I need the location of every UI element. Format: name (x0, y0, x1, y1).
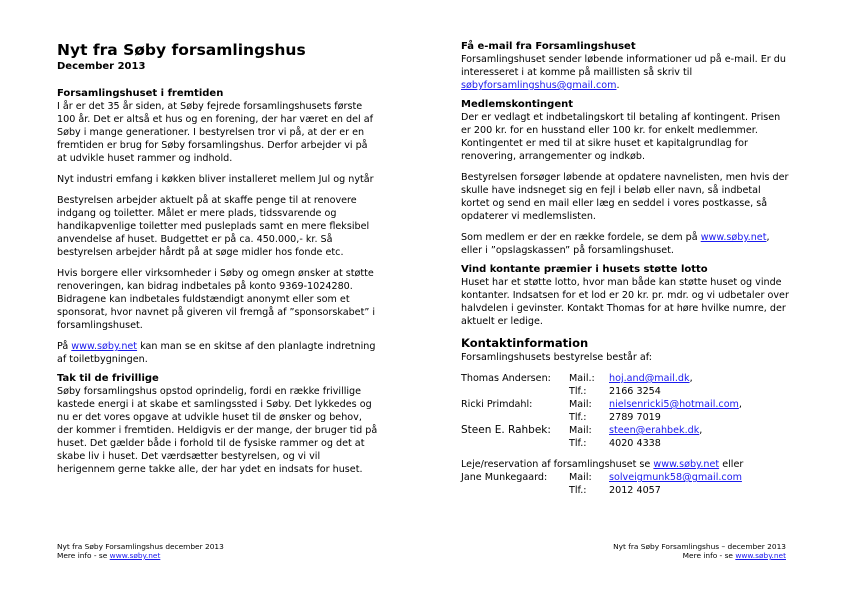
website-link[interactable]: www.søby.net (71, 341, 138, 352)
section-heading-membership: Medlemskontingent (461, 99, 574, 110)
contact-mail-label: Mail.: (569, 373, 595, 384)
sketch-text-post: kan man se en skitse af den planlagte indretning af toiletbygningen. (57, 341, 376, 365)
contact-tlf-label: Tlf.: (569, 485, 587, 496)
paragraph-volunteers: Søby forsamlingshus opstod oprindelig, fordi en række frivillige kastede energi i at skabe et samlingssted i Søby. Det lykkedes og nu er det vores opgave at udvikle huset til de ønsker og behov, der kommer i fremtiden. Heldigvis er der mange, der bruger tid på huset. Det gælder både i forhold til de fysiske rammer og det at skabe liv i huset. Det værdsætter bestyrelsen, og vi vil herigennem gerne takke alle, der har ydet en indsats for huset. (57, 386, 378, 475)
contact-row: Steen E. Rahbek: Mail: steen@erahbek.dk , (461, 424, 703, 436)
paragraph-history: I år er det 35 år siden, at Søby fejrede forsamlingshusets første 100 år. Det er altså et hus og en forening, der har været en del af Søby i mange generationer. I bestyrelsen tror vi på, at der er en fremtiden er brug for Søby forsamlingshus. Derfor arbejder vi på at udvikle huset rammer og indhold. (57, 101, 373, 164)
paragraph-membership-fee: Der er vedlagt et indbetalingskort til betaling af kontingent. Prisen er 200 kr. for en husstand eller 100 kr. for enkelt medlemmer. Kontingentet er med til at sikre huset et kapitalgrundlag for renovering, arrangementer og indkøb. (461, 112, 781, 162)
contact-row (461, 437, 791, 450)
contact-name: Ricki Primdahl: (461, 399, 533, 410)
rental-info (461, 458, 791, 471)
mailinglist-email-link[interactable]: søbyforsamlingshus@gmail.com (461, 80, 617, 91)
contact-mail-label: Mail: (569, 472, 592, 483)
contact-phone: 2789 7019 (609, 412, 661, 423)
paragraph-member-list: Bestyrelsen forsøger løbende at opdatere navnelisten, men hvis der skulle have indsneget sig en fejl i beløb eller navn, så indbetal kortet og send en mail eller læg en seddel i vores postkasse, så opdaterer vi medlemslisten. (461, 172, 789, 222)
contact-row: Ricki Primdahl: Mail: nielsenricki5@hotmail.com , (461, 399, 742, 410)
contact-row (461, 484, 791, 497)
footer-more-info (57, 551, 224, 560)
footer-title: Nyt fra Søby Forsamlingshus december 2013 (57, 542, 224, 551)
paragraph-lotto: Huset har et støtte lotto, hvor man både kan støtte huset og vinde kontanter. Indsatsen for et lod er 20 kr. pr. mdr. og vi udbetaler over halvdelen i gevinster. Kontakt Thomas for at høre hvilke numre, der aktuelt er ledige. (461, 277, 789, 327)
contact-email-link[interactable]: solveigmunk58@gmail.com (609, 472, 742, 483)
contact-block (461, 351, 791, 497)
website-link[interactable]: www.søby.net (653, 459, 720, 470)
rental-text-post: eller (719, 459, 744, 470)
paragraph-member-benefits (461, 231, 791, 257)
footer-title: Nyt fra Søby Forsamlingshus – december 2013 (613, 542, 786, 551)
contact-email-link[interactable]: steen@erahbek.dk (609, 425, 700, 436)
website-link[interactable]: www.søby.net (700, 232, 767, 243)
footer-website-link[interactable]: www.søby.net (109, 551, 161, 560)
contact-email-link[interactable]: nielsenricki5@hotmail.com (609, 399, 739, 410)
contact-row: Thomas Andersen: Mail.: hoj.and@mail.dk , (461, 373, 693, 384)
contact-tlf-label: Tlf.: (569, 386, 587, 397)
contact-phone: 2012 4057 (609, 485, 661, 496)
newsletter-date: December 2013 (57, 61, 146, 72)
footer-more-info (613, 551, 786, 560)
contact-email-link[interactable]: hoj.and@mail.dk (609, 373, 690, 384)
rental-text-pre: Leje/reservation af forsamlingshuset se (461, 459, 654, 470)
footer-more-info-text: Mere info - se (682, 551, 736, 560)
paragraph-renovation: Bestyrelsen arbejder aktuelt på at skaffe penge til at renovere indgang og toiletter. Målet er mere plads, tidssvarende og handikapvenlige toiletter med pusleplads samt en mere fleksibel anvendelse af huset. Budgettet er på ca. 450.000,- kr. Så bestyrelsen arbejder hårdt på at søge midler hos fonde etc. (57, 195, 370, 258)
email-text-pre: Forsamlingshuset sender løbende informationer ud på e-mail. Er du interesseret i at komme på maillisten så skriv til (461, 54, 786, 78)
left-column (57, 40, 379, 484)
footer-website-link[interactable]: www.søby.net (735, 551, 786, 560)
contact-row (461, 471, 791, 484)
paragraph-sketch (57, 340, 379, 366)
contact-mail-label: Mail: (569, 425, 592, 436)
contact-phone: 2166 3254 (609, 386, 661, 397)
section-heading-volunteers: Tak til de frivillige (57, 373, 159, 384)
section-heading-lotto: Vind kontante præmier i husets støtte lotto (461, 264, 708, 275)
contact-tlf-label: Tlf.: (569, 438, 587, 449)
footer-right (613, 542, 786, 560)
contact-row (461, 385, 791, 398)
email-text-post: . (616, 80, 620, 91)
benefits-text-pre: Som medlem er der en række fordele, se dem på (461, 232, 701, 243)
benefits-text-post: , eller i ”opslagskassen” på forsamlingshuset. (461, 232, 770, 256)
right-column (461, 40, 791, 497)
section-heading-contact: Kontaktinformation (461, 336, 589, 350)
contact-name: Thomas Andersen: (461, 373, 551, 384)
contact-tlf-label: Tlf.: (569, 412, 587, 423)
paragraph-email (461, 53, 791, 92)
contact-intro: Forsamlingshusets bestyrelse består af: (461, 352, 653, 363)
contact-phone: 4020 4338 (609, 438, 661, 449)
contact-name: Steen E. Rahbek: (461, 424, 551, 436)
footer-left (57, 542, 224, 560)
section-heading-email: Få e-mail fra Forsamlingshuset (461, 41, 636, 52)
contact-mail-label: Mail: (569, 399, 592, 410)
newsletter-title: Nyt fra Søby forsamlingshus (57, 41, 306, 59)
paragraph-donations: Hvis borgere eller virksomheder i Søby og omegn ønsker at støtte renoveringen, kan bidrag indbetales på konto 9369-1024280. Bidragene kan indbetales fuldstændigt anonymt eller som et sponsorat, hvor navnet på giveren vil fremgå af ”sponsorskabet” i forsamlingshuset. (57, 268, 376, 331)
contact-name: Jane Munkegaard: (461, 472, 548, 483)
footer-more-info-text: Mere info - se (57, 551, 110, 560)
paragraph-kitchen: Nyt industri emfang i køkken bliver installeret mellem Jul og nytår (57, 174, 374, 185)
contact-row (461, 411, 791, 424)
section-heading-future: Forsamlingshuset i fremtiden (57, 88, 224, 99)
sketch-text-pre: På (57, 341, 72, 352)
